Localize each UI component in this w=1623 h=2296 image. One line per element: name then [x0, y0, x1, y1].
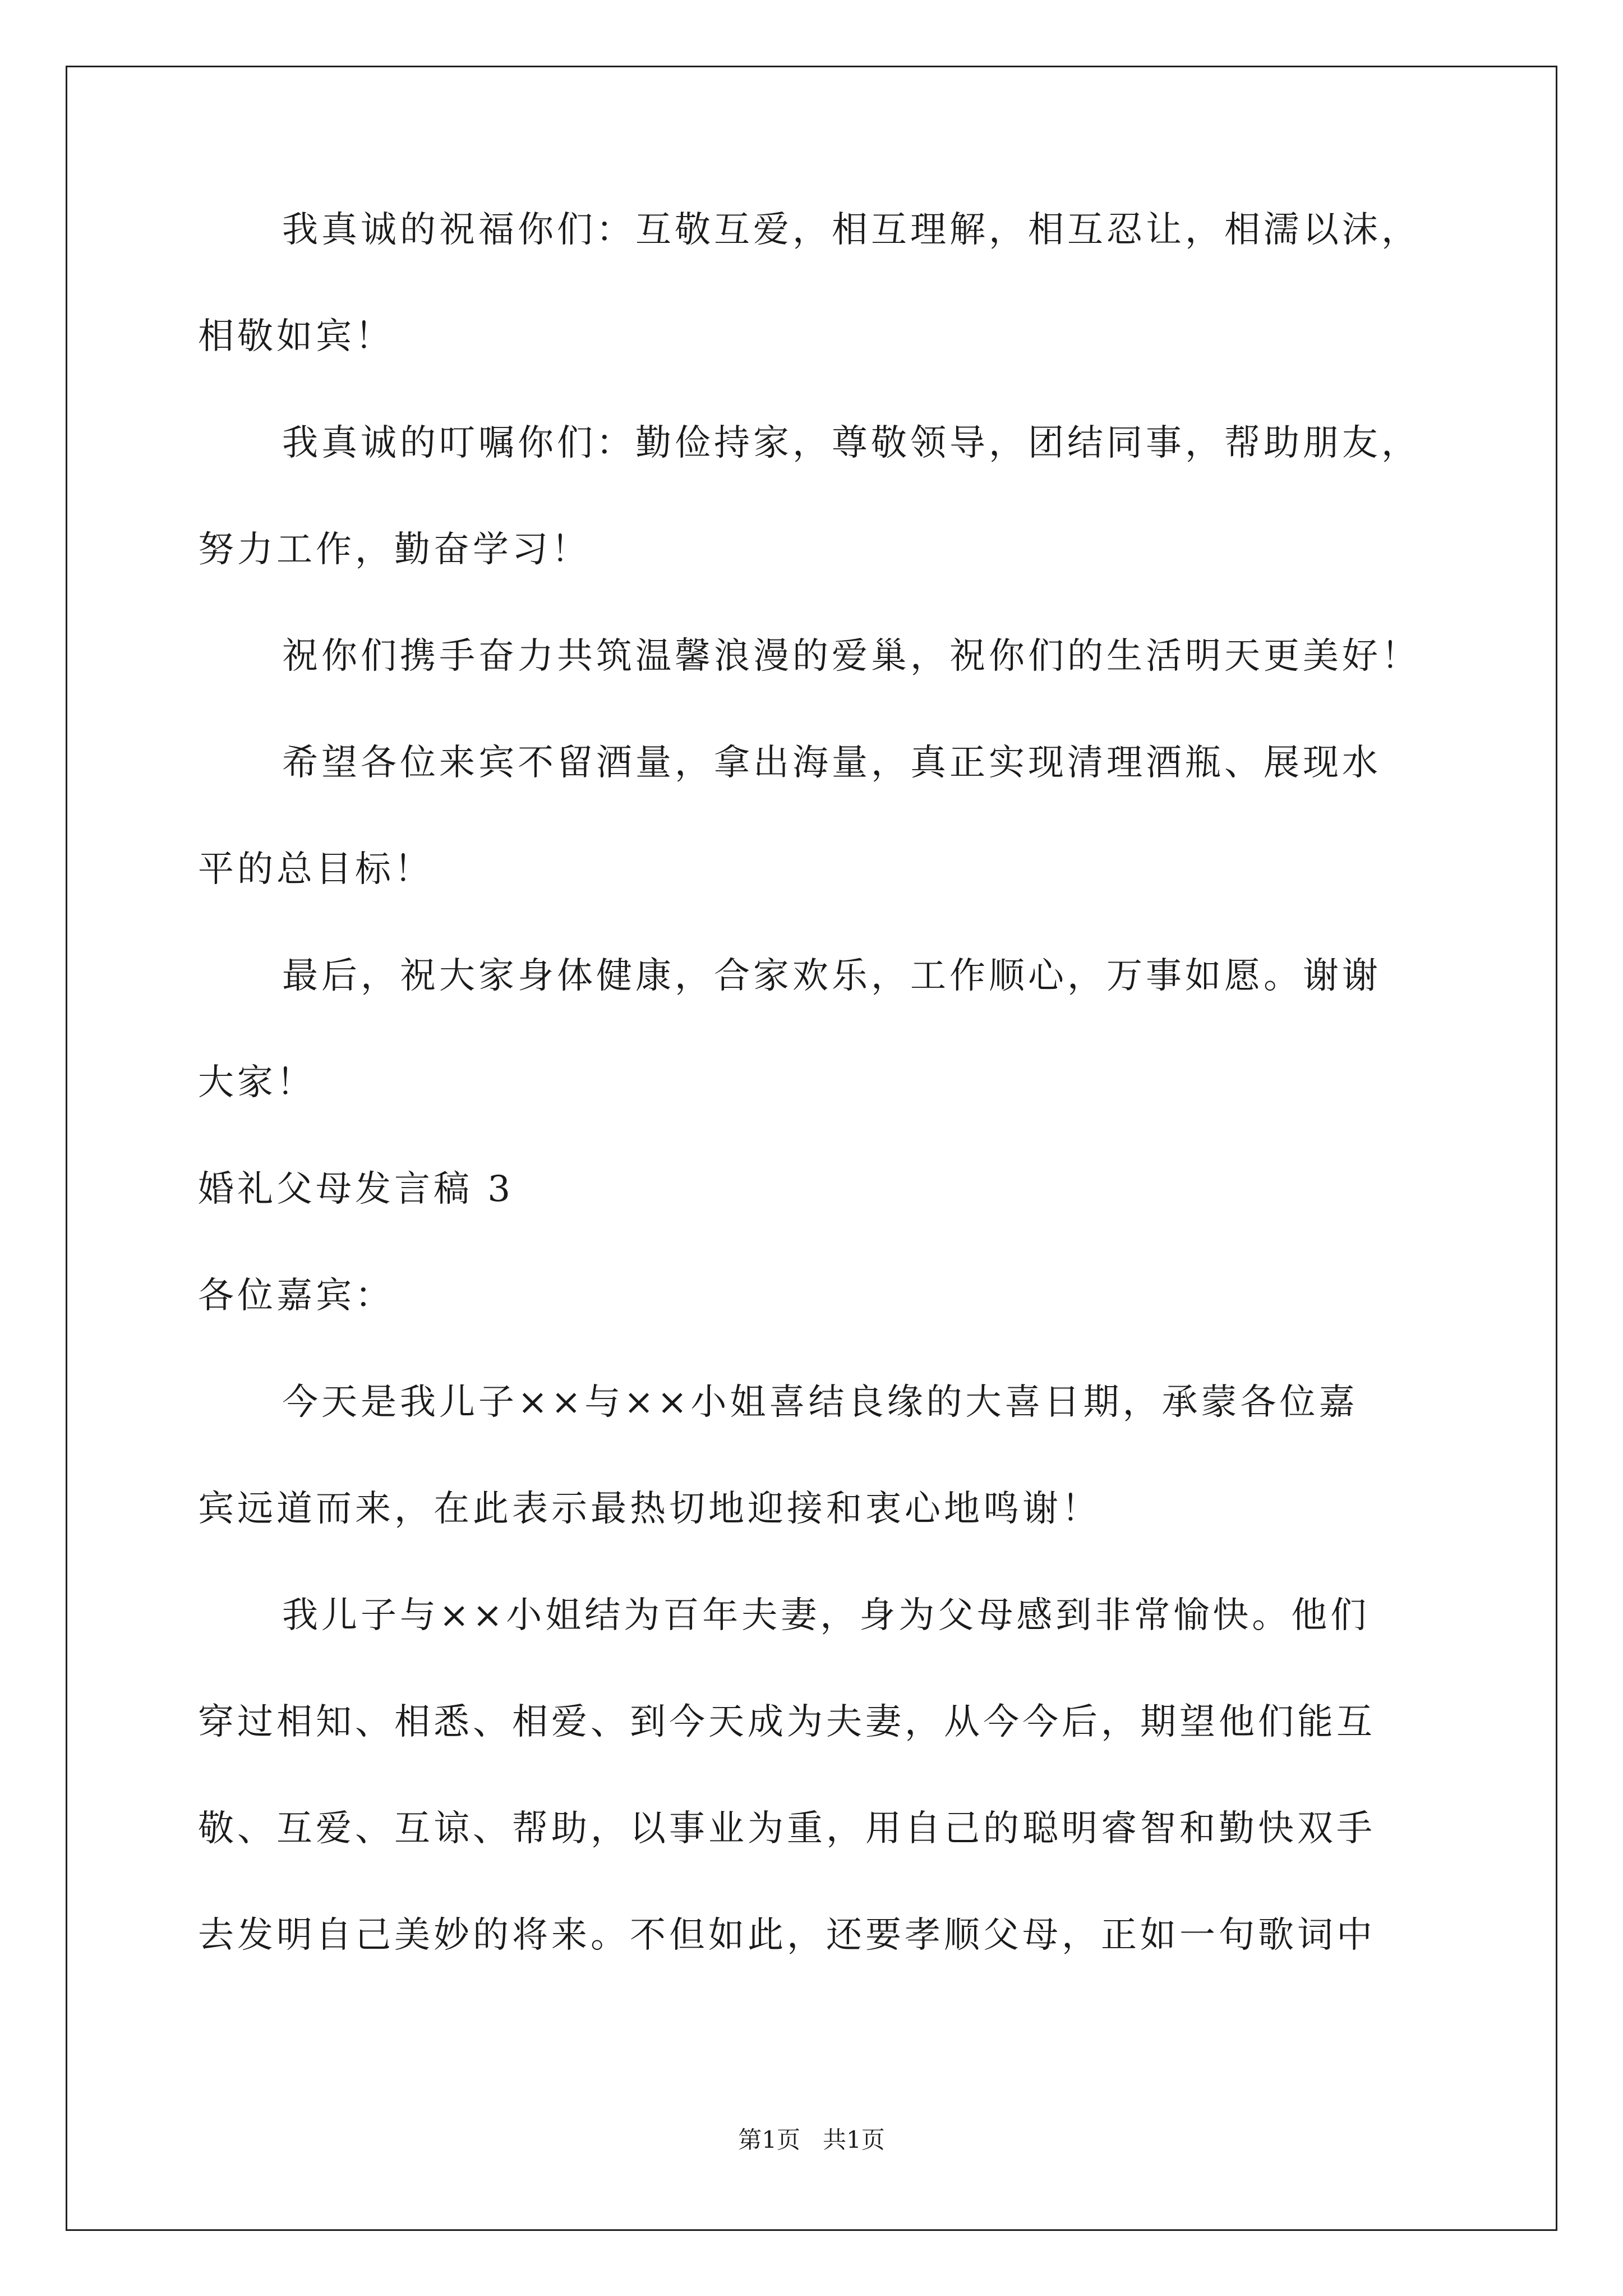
paragraph-line: 大家！	[198, 1062, 316, 1103]
paragraph-line: 穿过相知、相悉、相爱、到今天成为夫妻，从今今后，期望他们能互	[198, 1701, 1376, 1743]
salutation: 各位嘉宾：	[198, 1275, 394, 1317]
paragraph-line: 我儿子与××小姐结为百年夫妻，身为父母感到非常愉快。他们	[282, 1595, 1370, 1636]
paragraph-line: 平的总目标！	[198, 849, 434, 890]
paragraph-line: 相敬如宾！	[198, 316, 394, 357]
paragraph-line: 努力工作，勤奋学习！	[198, 529, 591, 570]
paragraph-line: 敬、互爱、互谅、帮助，以事业为重，用自己的聪明睿智和勤快双手	[198, 1808, 1376, 1849]
paragraph-line: 宾远道而来，在此表示最热切地迎接和衷心地鸣谢！	[198, 1488, 1101, 1530]
page-footer: 第1页 共1页	[738, 2126, 885, 2154]
section-heading: 婚礼父母发言稿 3	[198, 1168, 514, 1210]
paragraph-line: 去发明自己美妙的将来。不但如此，还要孝顺父母，正如一句歌词中	[198, 1915, 1376, 1956]
paragraph-line: 希望各位来宾不留酒量，拿出海量，真正实现清理酒瓶、展现水	[282, 742, 1381, 784]
paragraph-line: 我真诚的祝福你们：互敬互爱，相互理解，相互忍让，相濡以沫，	[282, 209, 1421, 251]
paragraph-line: 我真诚的叮嘱你们：勤俭持家，尊敬领导，团结同事，帮助朋友，	[282, 422, 1421, 464]
page-border	[66, 66, 1557, 2231]
paragraph-line: 今天是我儿子××与××小姐喜结良缘的大喜日期，承蒙各位嘉	[282, 1382, 1358, 1423]
paragraph-line: 祝你们携手奋力共筑温馨浪漫的爱巢，祝你们的生活明天更美好！	[282, 636, 1421, 677]
paragraph-line: 最后，祝大家身体健康，合家欢乐，工作顺心，万事如愿。谢谢	[282, 955, 1381, 997]
